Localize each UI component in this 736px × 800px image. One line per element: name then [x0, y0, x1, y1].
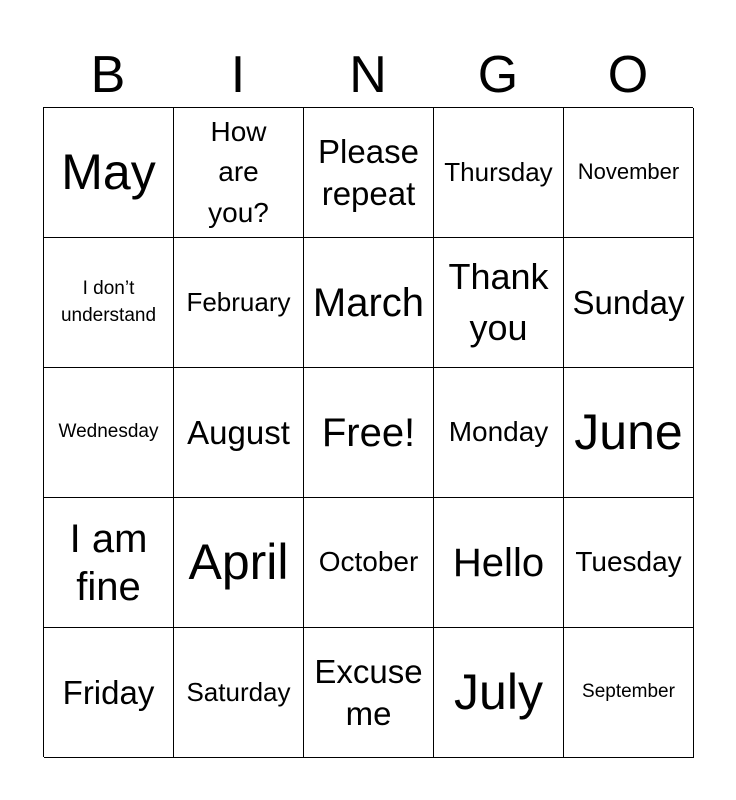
bingo-cell-september[interactable] — [564, 628, 694, 758]
cell-label: March — [312, 280, 425, 325]
cell-label: Thank you — [448, 256, 549, 348]
cell-label: April — [188, 533, 289, 590]
header-letter-o: O — [607, 46, 649, 104]
bingo-cell-please-repeat[interactable] — [304, 108, 434, 238]
bingo-cell-free-space[interactable] — [304, 368, 434, 498]
cell-label: June — [574, 403, 683, 460]
cell-label: May — [61, 143, 156, 200]
bingo-cell-october[interactable] — [304, 498, 434, 628]
bingo-header — [43, 44, 693, 106]
bingo-cell-june[interactable] — [564, 368, 694, 498]
bingo-cell-monday[interactable] — [434, 368, 564, 498]
bingo-cell-march[interactable] — [304, 238, 434, 368]
bingo-cell-may[interactable] — [44, 108, 174, 238]
cell-label: How are you? — [208, 115, 269, 228]
cell-label: Saturday — [186, 677, 291, 708]
cell-label: Free! — [321, 410, 416, 455]
bingo-cell-august[interactable] — [174, 368, 304, 498]
cell-label: July — [454, 663, 543, 720]
cell-label: Hello — [452, 540, 545, 585]
bingo-cell-excuse-me[interactable] — [304, 628, 434, 758]
cell-label: Sunday — [572, 283, 685, 321]
bingo-card-grid — [43, 107, 693, 757]
header-letter-i: I — [230, 46, 246, 104]
cell-label: Friday — [62, 673, 155, 711]
bingo-cell-i-dont-understand[interactable] — [44, 238, 174, 368]
bingo-cell-i-am-fine[interactable] — [44, 498, 174, 628]
bingo-cell-thank-you[interactable] — [434, 238, 564, 368]
bingo-cell-how-are-you[interactable] — [174, 108, 304, 238]
bingo-cell-wednesday[interactable] — [44, 368, 174, 498]
cell-label: I am fine — [69, 516, 148, 609]
cell-label: Tuesday — [575, 546, 682, 578]
bingo-cell-thursday[interactable] — [434, 108, 564, 238]
header-letter-b: B — [90, 46, 126, 104]
cell-label: Excuse me — [314, 653, 423, 732]
header-letter-g: G — [477, 46, 519, 104]
cell-label: October — [318, 546, 419, 578]
bingo-cell-november[interactable] — [564, 108, 694, 238]
bingo-cell-sunday[interactable] — [564, 238, 694, 368]
cell-label: Please repeat — [318, 133, 419, 212]
bingo-cell-april[interactable] — [174, 498, 304, 628]
bingo-cell-hello[interactable] — [434, 498, 564, 628]
cell-label: November — [577, 159, 680, 185]
cell-label: September — [582, 681, 675, 703]
cell-label: Wednesday — [58, 421, 159, 443]
cell-label: February — [186, 287, 291, 318]
cell-label: Monday — [448, 416, 549, 448]
bingo-cell-february[interactable] — [174, 238, 304, 368]
bingo-cell-july[interactable] — [434, 628, 564, 758]
cell-label: I don’t understand — [60, 277, 157, 326]
cell-label: Thursday — [444, 157, 553, 188]
bingo-cell-tuesday[interactable] — [564, 498, 694, 628]
header-letter-n: N — [349, 46, 387, 104]
cell-label: August — [187, 413, 290, 451]
bingo-cell-friday[interactable] — [44, 628, 174, 758]
bingo-cell-saturday[interactable] — [174, 628, 304, 758]
